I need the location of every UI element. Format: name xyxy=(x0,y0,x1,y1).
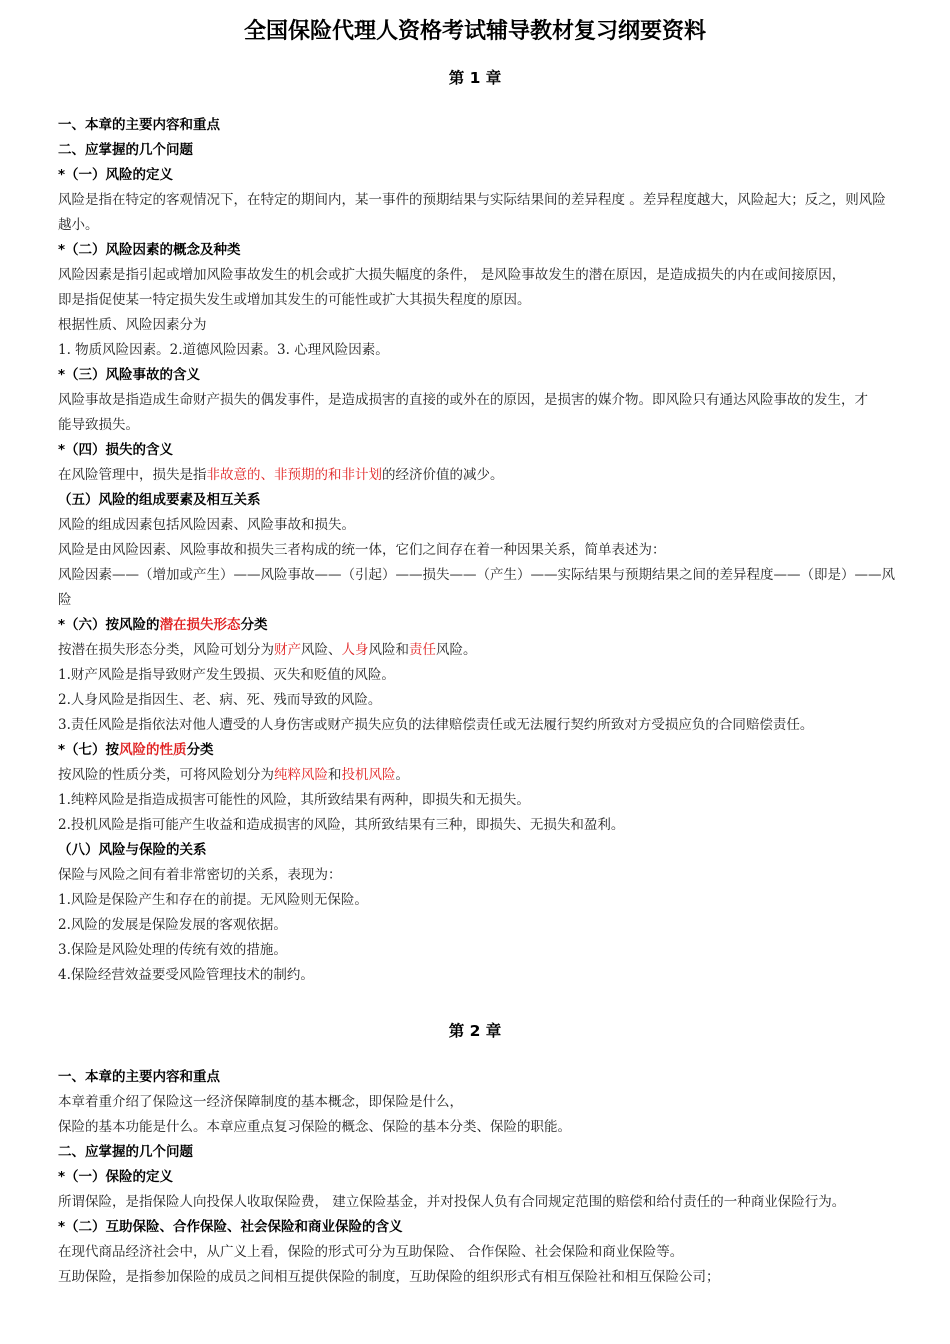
paragraph: 2.风险的发展是保险发展的客观依据。 xyxy=(58,917,287,933)
text-span: 按潜在损失形态分类，风险可划分为 xyxy=(58,642,274,658)
document-title: 全国保险代理人资格考试辅导教材复习纲要资料 xyxy=(243,19,706,44)
paragraph: 2.投机风险是指可能产生收益和造成损害的风险，其所致结果有三种，即损失、无损失和盈利。 xyxy=(58,817,625,833)
text-span: 风险和 xyxy=(368,642,409,658)
paragraph: 1.风险是保险产生和存在的前提。无风险则无保险。 xyxy=(58,892,368,908)
paragraph: 保险与风险之间有着非常密切的关系，表现为： xyxy=(58,867,342,883)
text-span: 分类 xyxy=(240,617,268,633)
paragraph: 风险是指在特定的客观情况下，在特定的期间内，某一事件的预期结果与实际结果间的差异程度 。差异程度越大，风险起大；反之，则风险 xyxy=(58,192,886,208)
section-heading: 二、应掌握的几个问题 xyxy=(58,1144,193,1160)
highlighted-text: 纯粹风险 xyxy=(274,767,328,783)
text-span: *（六）按风险的 xyxy=(58,617,160,633)
chapter-1-content xyxy=(58,113,908,988)
paragraph: 在现代商品经济社会中，从广义上看，保险的形式可分为互助保险、 合作保险、社会保险和商业保险等。 xyxy=(58,1244,684,1260)
subsection-heading: *（二）互助保险、合作保险、社会保险和商业保险的含义 xyxy=(58,1219,403,1235)
paragraph: 1.纯粹风险是指造成损害可能性的风险，其所致结果有两种，即损失和无损失。 xyxy=(58,792,530,808)
paragraph: 越小。 xyxy=(58,217,99,233)
highlighted-text: 责任 xyxy=(409,642,436,658)
paragraph: 即是指促使某一特定损失发生或增加其发生的可能性或扩大其损失程度的原因。 xyxy=(58,292,531,308)
subsection-heading xyxy=(58,613,908,638)
subsection-heading: *（四）损失的含义 xyxy=(58,442,174,458)
paragraph: 1.财产风险是指导致财产发生毁损、灭失和贬值的风险。 xyxy=(58,667,395,683)
paragraph: 本章着重介绍了保险这一经济保障制度的基本概念，即保险是什么， xyxy=(58,1094,463,1110)
highlighted-text: 潜在损失形态 xyxy=(159,617,241,633)
paragraph: 所谓保险，是指保险人向投保人收取保险费， 建立保险基金，并对投保人负有合同规定范围的赔偿和给付责任的一种商业保险行为。 xyxy=(58,1194,846,1210)
highlighted-text: 投机风险 xyxy=(341,767,396,783)
paragraph: 4.保险经营效益要受风险管理技术的制约。 xyxy=(58,967,314,983)
text-span: 和 xyxy=(328,767,342,783)
paragraph: 风险因素——（增加或产生）——风险事故——（引起）——损失——（产生）——实际结果与预期结果之间的差异程度——（即是）——风 xyxy=(58,567,895,583)
text-span: 。 xyxy=(395,767,409,783)
chapter-2-content xyxy=(58,1065,908,1290)
text-span: 风险。 xyxy=(436,642,477,658)
paragraph: 互助保险，是指参加保险的成员之间相互提供保险的制度，互助保险的组织形式有相互保险社和相互保险公司； xyxy=(58,1269,720,1285)
subsection-heading xyxy=(58,738,908,763)
paragraph: 险 xyxy=(58,592,72,608)
text-span: 在风险管理中，损失是指 xyxy=(58,467,207,483)
highlighted-text: 风险的性质 xyxy=(119,742,187,758)
paragraph xyxy=(58,763,908,788)
section-heading: 二、应掌握的几个问题 xyxy=(58,142,193,158)
text-span: 风险、 xyxy=(301,642,342,658)
chapter-2-heading: 第 2 章 xyxy=(448,1022,502,1040)
text-span: *（七）按 xyxy=(58,742,120,758)
paragraph: 风险因素是指引起或增加风险事故发生的机会或扩大损失幅度的条件， 是风险事故发生的潜在原因，是造成损失的内在或间接原因， xyxy=(58,267,846,283)
paragraph: 保险的基本功能是什么。本章应重点复习保险的概念、保险的基本分类、保险的职能。 xyxy=(58,1119,571,1135)
paragraph: 2.人身风险是指因生、老、病、死、残而导致的风险。 xyxy=(58,692,382,708)
paragraph: 风险是由风险因素、风险事故和损失三者构成的统一体，它们之间存在着一种因果关系，简单表述为： xyxy=(58,542,666,558)
paragraph xyxy=(58,638,908,663)
subsection-heading: *（一）风险的定义 xyxy=(58,167,174,183)
subsection-heading: *（三）风险事故的含义 xyxy=(58,367,201,383)
paragraph: 1. 物质风险因素。2.道德风险因素。3. 心理风险因素。 xyxy=(58,342,389,358)
paragraph: 3.责任风险是指依法对他人遭受的人身伤害或财产损失应负的法律赔偿责任或无法履行契约所致对方受损应负的合同赔偿责任。 xyxy=(58,717,814,733)
section-heading: 一、本章的主要内容和重点 xyxy=(58,117,220,133)
chapter-1-heading: 第 1 章 xyxy=(448,69,502,87)
text-span: 分类 xyxy=(186,742,214,758)
highlighted-text: 财产 xyxy=(274,642,301,658)
subsection-heading: （八）风险与保险的关系 xyxy=(58,842,207,858)
subsection-heading: *（二）风险因素的概念及种类 xyxy=(58,242,241,258)
highlighted-text: 人身 xyxy=(341,642,369,658)
highlighted-text: 非故意的、非预期的和非计划 xyxy=(206,467,382,483)
text-span: 的经济价值的减少。 xyxy=(382,467,504,483)
subsection-heading: （五）风险的组成要素及相互关系 xyxy=(58,492,261,508)
text-span: 按风险的性质分类，可将风险划分为 xyxy=(58,767,274,783)
paragraph: 风险事故是指造成生命财产损失的偶发事件，是造成损害的直接的或外在的原因，是损害的媒介物。即风险只有通达风险事故的发生，才 xyxy=(58,392,868,408)
paragraph: 3.保险是风险处理的传统有效的措施。 xyxy=(58,942,287,958)
section-heading: 一、本章的主要内容和重点 xyxy=(58,1069,220,1085)
paragraph: 根据性质、风险因素分为 xyxy=(58,317,207,333)
paragraph: 能导致损失。 xyxy=(58,417,139,433)
paragraph: 风险的组成因素包括风险因素、风险事故和损失。 xyxy=(58,517,355,533)
paragraph xyxy=(58,463,908,488)
subsection-heading: *（一）保险的定义 xyxy=(58,1169,174,1185)
